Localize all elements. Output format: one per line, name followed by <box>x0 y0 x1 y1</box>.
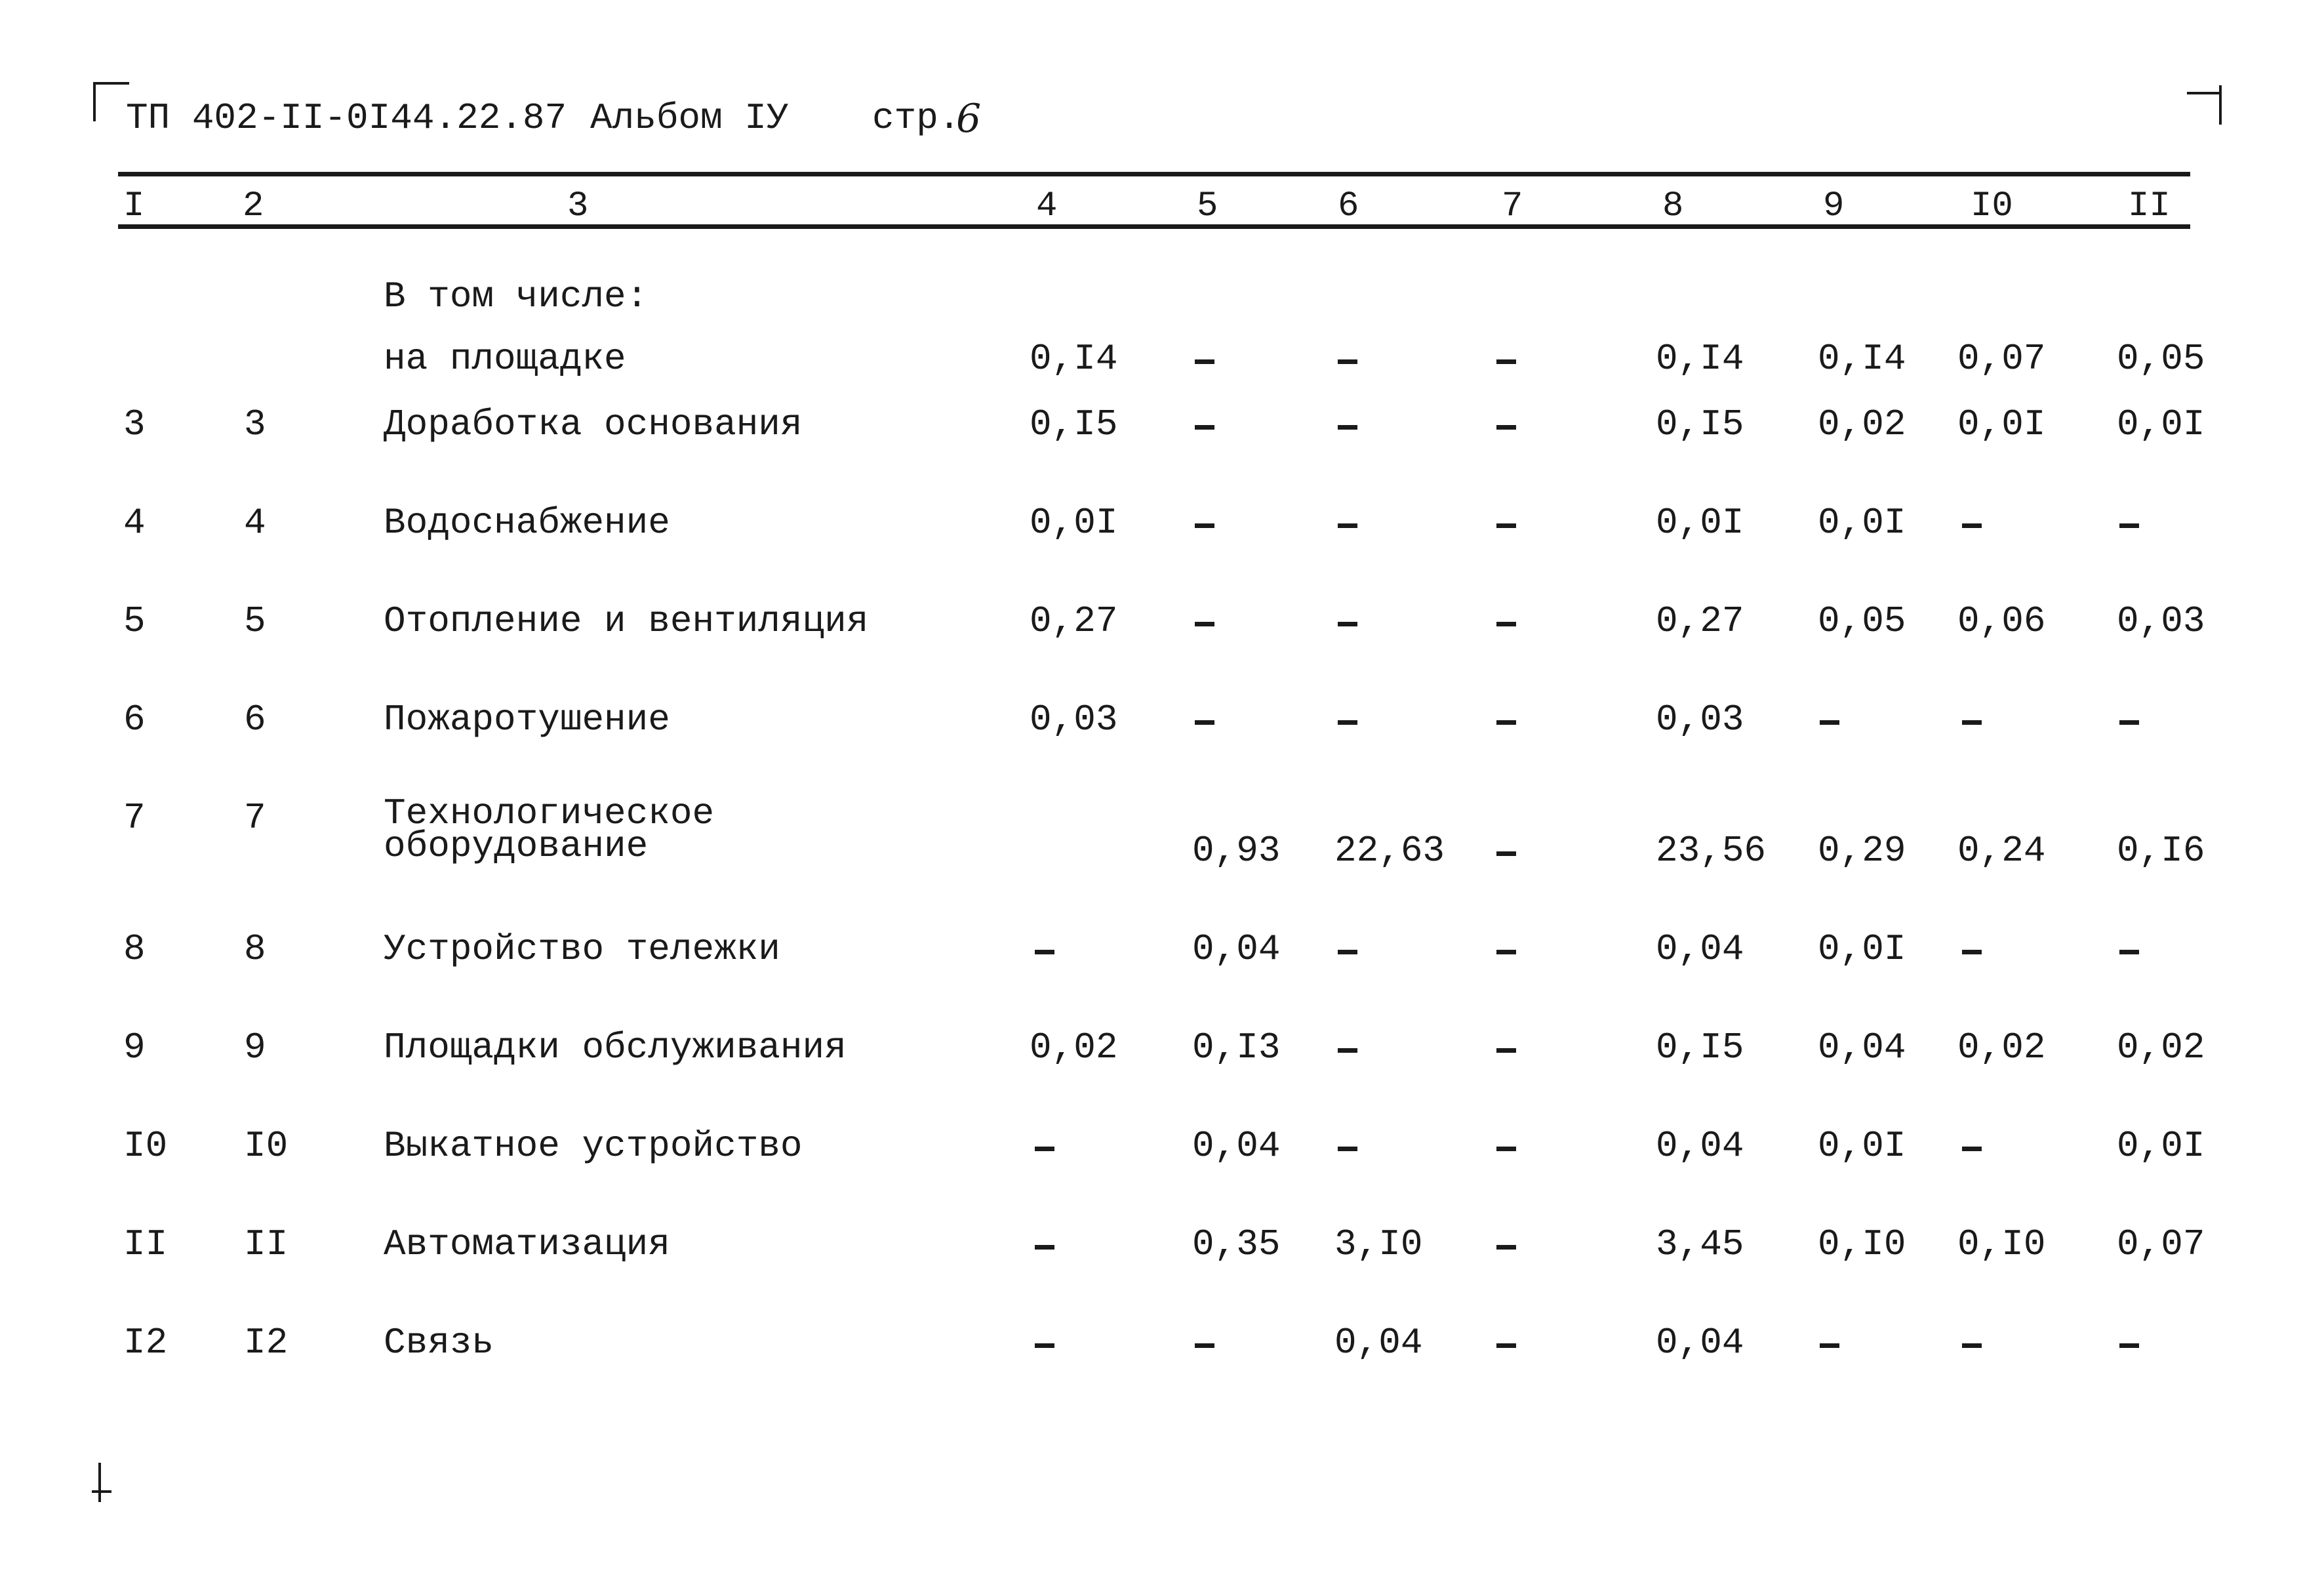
table-cell: 0,24 <box>1957 830 2046 872</box>
row-name: Устройство тележки <box>384 928 780 970</box>
table-cell: 0,I4 <box>1656 338 1744 380</box>
table-cell: 0,0I <box>2117 1125 2205 1167</box>
row-number: 7 <box>244 797 266 839</box>
table-cell: 0,04 <box>1656 1125 1744 1167</box>
table-cell: 0,07 <box>1957 338 2046 380</box>
row-number: I0 <box>244 1125 289 1167</box>
table-cell: 0,05 <box>1818 600 1906 642</box>
dash-mark <box>2119 523 2139 528</box>
table-cell: 0,I0 <box>1957 1223 2046 1265</box>
row-number: 6 <box>123 699 146 741</box>
dash-mark <box>1195 425 1214 430</box>
row-number: 4 <box>123 502 146 544</box>
row-name: Водоснабжение <box>384 502 670 544</box>
column-header: 4 <box>1036 186 1058 226</box>
column-header: 2 <box>243 186 264 226</box>
dash-mark <box>1195 1343 1214 1348</box>
table-cell: 0,02 <box>1957 1027 2046 1069</box>
dash-mark <box>1962 720 1982 725</box>
column-header: I0 <box>1971 186 2013 226</box>
dash-mark <box>1496 851 1516 856</box>
row-number: 5 <box>123 600 146 642</box>
table-cell: 3,I0 <box>1334 1223 1423 1265</box>
table-cell: 0,I0 <box>1818 1223 1906 1265</box>
dash-mark <box>1338 622 1357 626</box>
table-cell: 0,05 <box>2117 338 2205 380</box>
dash-mark <box>1338 523 1357 528</box>
table-cell: 0,29 <box>1818 830 1906 872</box>
row-number: 5 <box>244 600 266 642</box>
table-cell: 0,04 <box>1192 928 1281 970</box>
dash-mark <box>1496 359 1516 364</box>
dash-mark <box>1962 1343 1982 1348</box>
corner-mark-top-right <box>2219 85 2222 125</box>
dash-mark <box>2119 950 2139 954</box>
table-cell: 0,I5 <box>1030 403 1118 445</box>
dash-mark <box>1338 359 1357 364</box>
dash-mark <box>1496 720 1516 725</box>
table-cell: 0,04 <box>1656 1322 1744 1364</box>
corner-mark-top-left <box>93 82 96 121</box>
table-cell: 0,0I <box>1030 502 1118 544</box>
corner-mark-bottom-left-h <box>92 1490 111 1493</box>
dash-mark <box>1338 950 1357 954</box>
corner-mark-top-left-h <box>93 82 129 85</box>
table-cell: 0,0I <box>1818 928 1906 970</box>
dash-mark <box>1195 359 1214 364</box>
table-cell: 0,06 <box>1957 600 2046 642</box>
table-cell: 0,27 <box>1656 600 1744 642</box>
table-cell: 0,35 <box>1192 1223 1281 1265</box>
dash-mark <box>2119 1343 2139 1348</box>
table-cell: 0,03 <box>2117 600 2205 642</box>
row-name: Доработка основания <box>384 403 803 445</box>
row-number: I2 <box>244 1322 289 1364</box>
dash-mark <box>1820 1343 1839 1348</box>
table-cell: 0,0I <box>2117 403 2205 445</box>
table-cell: 22,63 <box>1334 830 1445 872</box>
dash-mark <box>1338 1147 1357 1151</box>
table-cell: 0,27 <box>1030 600 1118 642</box>
row-name: Пожаротушение <box>384 699 670 741</box>
column-header: 6 <box>1338 186 1359 226</box>
dash-mark <box>1962 1147 1982 1151</box>
dash-mark <box>1195 622 1214 626</box>
album-label: Альбом IУ <box>590 97 789 139</box>
dash-mark <box>1035 1245 1054 1250</box>
table-cell: 0,03 <box>1030 699 1118 741</box>
table-cell: 0,I5 <box>1656 403 1744 445</box>
column-header: II <box>2128 186 2171 226</box>
table-cell: 0,I4 <box>1030 338 1118 380</box>
dash-mark <box>2119 720 2139 725</box>
row-number: II <box>123 1223 168 1265</box>
table-cell: 0,04 <box>1334 1322 1423 1364</box>
table-cell: 0,04 <box>1818 1027 1906 1069</box>
row-number: II <box>244 1223 289 1265</box>
dash-mark <box>1338 720 1357 725</box>
document-code: ТП 402-II-0I44.22.87 <box>126 97 567 139</box>
dash-mark <box>1195 720 1214 725</box>
row-name-line: оборудование <box>384 825 649 867</box>
dash-mark <box>1195 523 1214 528</box>
table-cell: 0,0I <box>1957 403 2046 445</box>
row-number: I2 <box>123 1322 168 1364</box>
dash-mark <box>1338 425 1357 430</box>
row-number: I0 <box>123 1125 168 1167</box>
row-name: Выкатное устройство <box>384 1125 803 1167</box>
table-cell: 3,45 <box>1656 1223 1744 1265</box>
table-cell: 0,I4 <box>1818 338 1906 380</box>
page-number: 6 <box>956 96 982 142</box>
table-cell: 0,07 <box>2117 1223 2205 1265</box>
dash-mark <box>1035 1343 1054 1348</box>
row-name: Связь <box>384 1322 494 1364</box>
dash-mark <box>1962 950 1982 954</box>
dash-mark <box>1496 523 1516 528</box>
row-number: 7 <box>123 797 146 839</box>
column-header: 7 <box>1502 186 1523 226</box>
table-cell: 0,04 <box>1656 928 1744 970</box>
dash-mark <box>1338 1048 1357 1053</box>
dash-mark <box>1496 1048 1516 1053</box>
dash-mark <box>1496 1147 1516 1151</box>
row-number: 3 <box>244 403 266 445</box>
table-cell: 0,I3 <box>1192 1027 1281 1069</box>
dash-mark <box>1496 425 1516 430</box>
column-header: 3 <box>567 186 589 226</box>
row-number: 9 <box>123 1027 146 1069</box>
table-cell: 0,0I <box>1656 502 1744 544</box>
dash-mark <box>1820 720 1839 725</box>
row-number: 9 <box>244 1027 266 1069</box>
table-header-rule <box>118 224 2190 229</box>
dash-mark <box>1496 1343 1516 1348</box>
column-header: I <box>123 186 145 226</box>
column-header: 9 <box>1823 186 1845 226</box>
table-cell: 0,0I <box>1818 1125 1906 1167</box>
dash-mark <box>1496 622 1516 626</box>
table-cell: 0,0I <box>1818 502 1906 544</box>
row-number: 4 <box>244 502 266 544</box>
row-name <box>384 792 715 867</box>
dash-mark <box>1035 1147 1054 1151</box>
row-name: Отопление и вентиляция <box>384 600 869 642</box>
row-number: 6 <box>244 699 266 741</box>
table-top-rule <box>118 172 2190 176</box>
row-name-line: Технологическое <box>384 792 715 834</box>
dash-mark <box>1035 950 1054 954</box>
table-cell: 0,I5 <box>1656 1027 1744 1069</box>
row-number: 8 <box>123 928 146 970</box>
table-cell: 23,56 <box>1656 830 1767 872</box>
page-label: стр. <box>872 97 961 139</box>
dash-mark <box>1496 950 1516 954</box>
corner-mark-bottom-left <box>98 1463 101 1502</box>
table-cell: 0,02 <box>1818 403 1906 445</box>
corner-mark-top-right-h <box>2187 92 2221 94</box>
row-name: Площадки обслуживания <box>384 1027 847 1069</box>
subheader-including: В том числе: <box>384 275 649 317</box>
table-cell: 0,I6 <box>2117 830 2205 872</box>
row-number: 8 <box>244 928 266 970</box>
column-header: 5 <box>1197 186 1218 226</box>
row-name: на площадке <box>384 338 626 380</box>
column-header: 8 <box>1662 186 1684 226</box>
table-cell: 0,93 <box>1192 830 1281 872</box>
dash-mark <box>1962 523 1982 528</box>
dash-mark <box>1496 1245 1516 1250</box>
row-number: 3 <box>123 403 146 445</box>
table-cell: 0,04 <box>1192 1125 1281 1167</box>
table-cell: 0,02 <box>1030 1027 1118 1069</box>
row-name: Автоматизация <box>384 1223 670 1265</box>
table-cell: 0,02 <box>2117 1027 2205 1069</box>
table-cell: 0,03 <box>1656 699 1744 741</box>
